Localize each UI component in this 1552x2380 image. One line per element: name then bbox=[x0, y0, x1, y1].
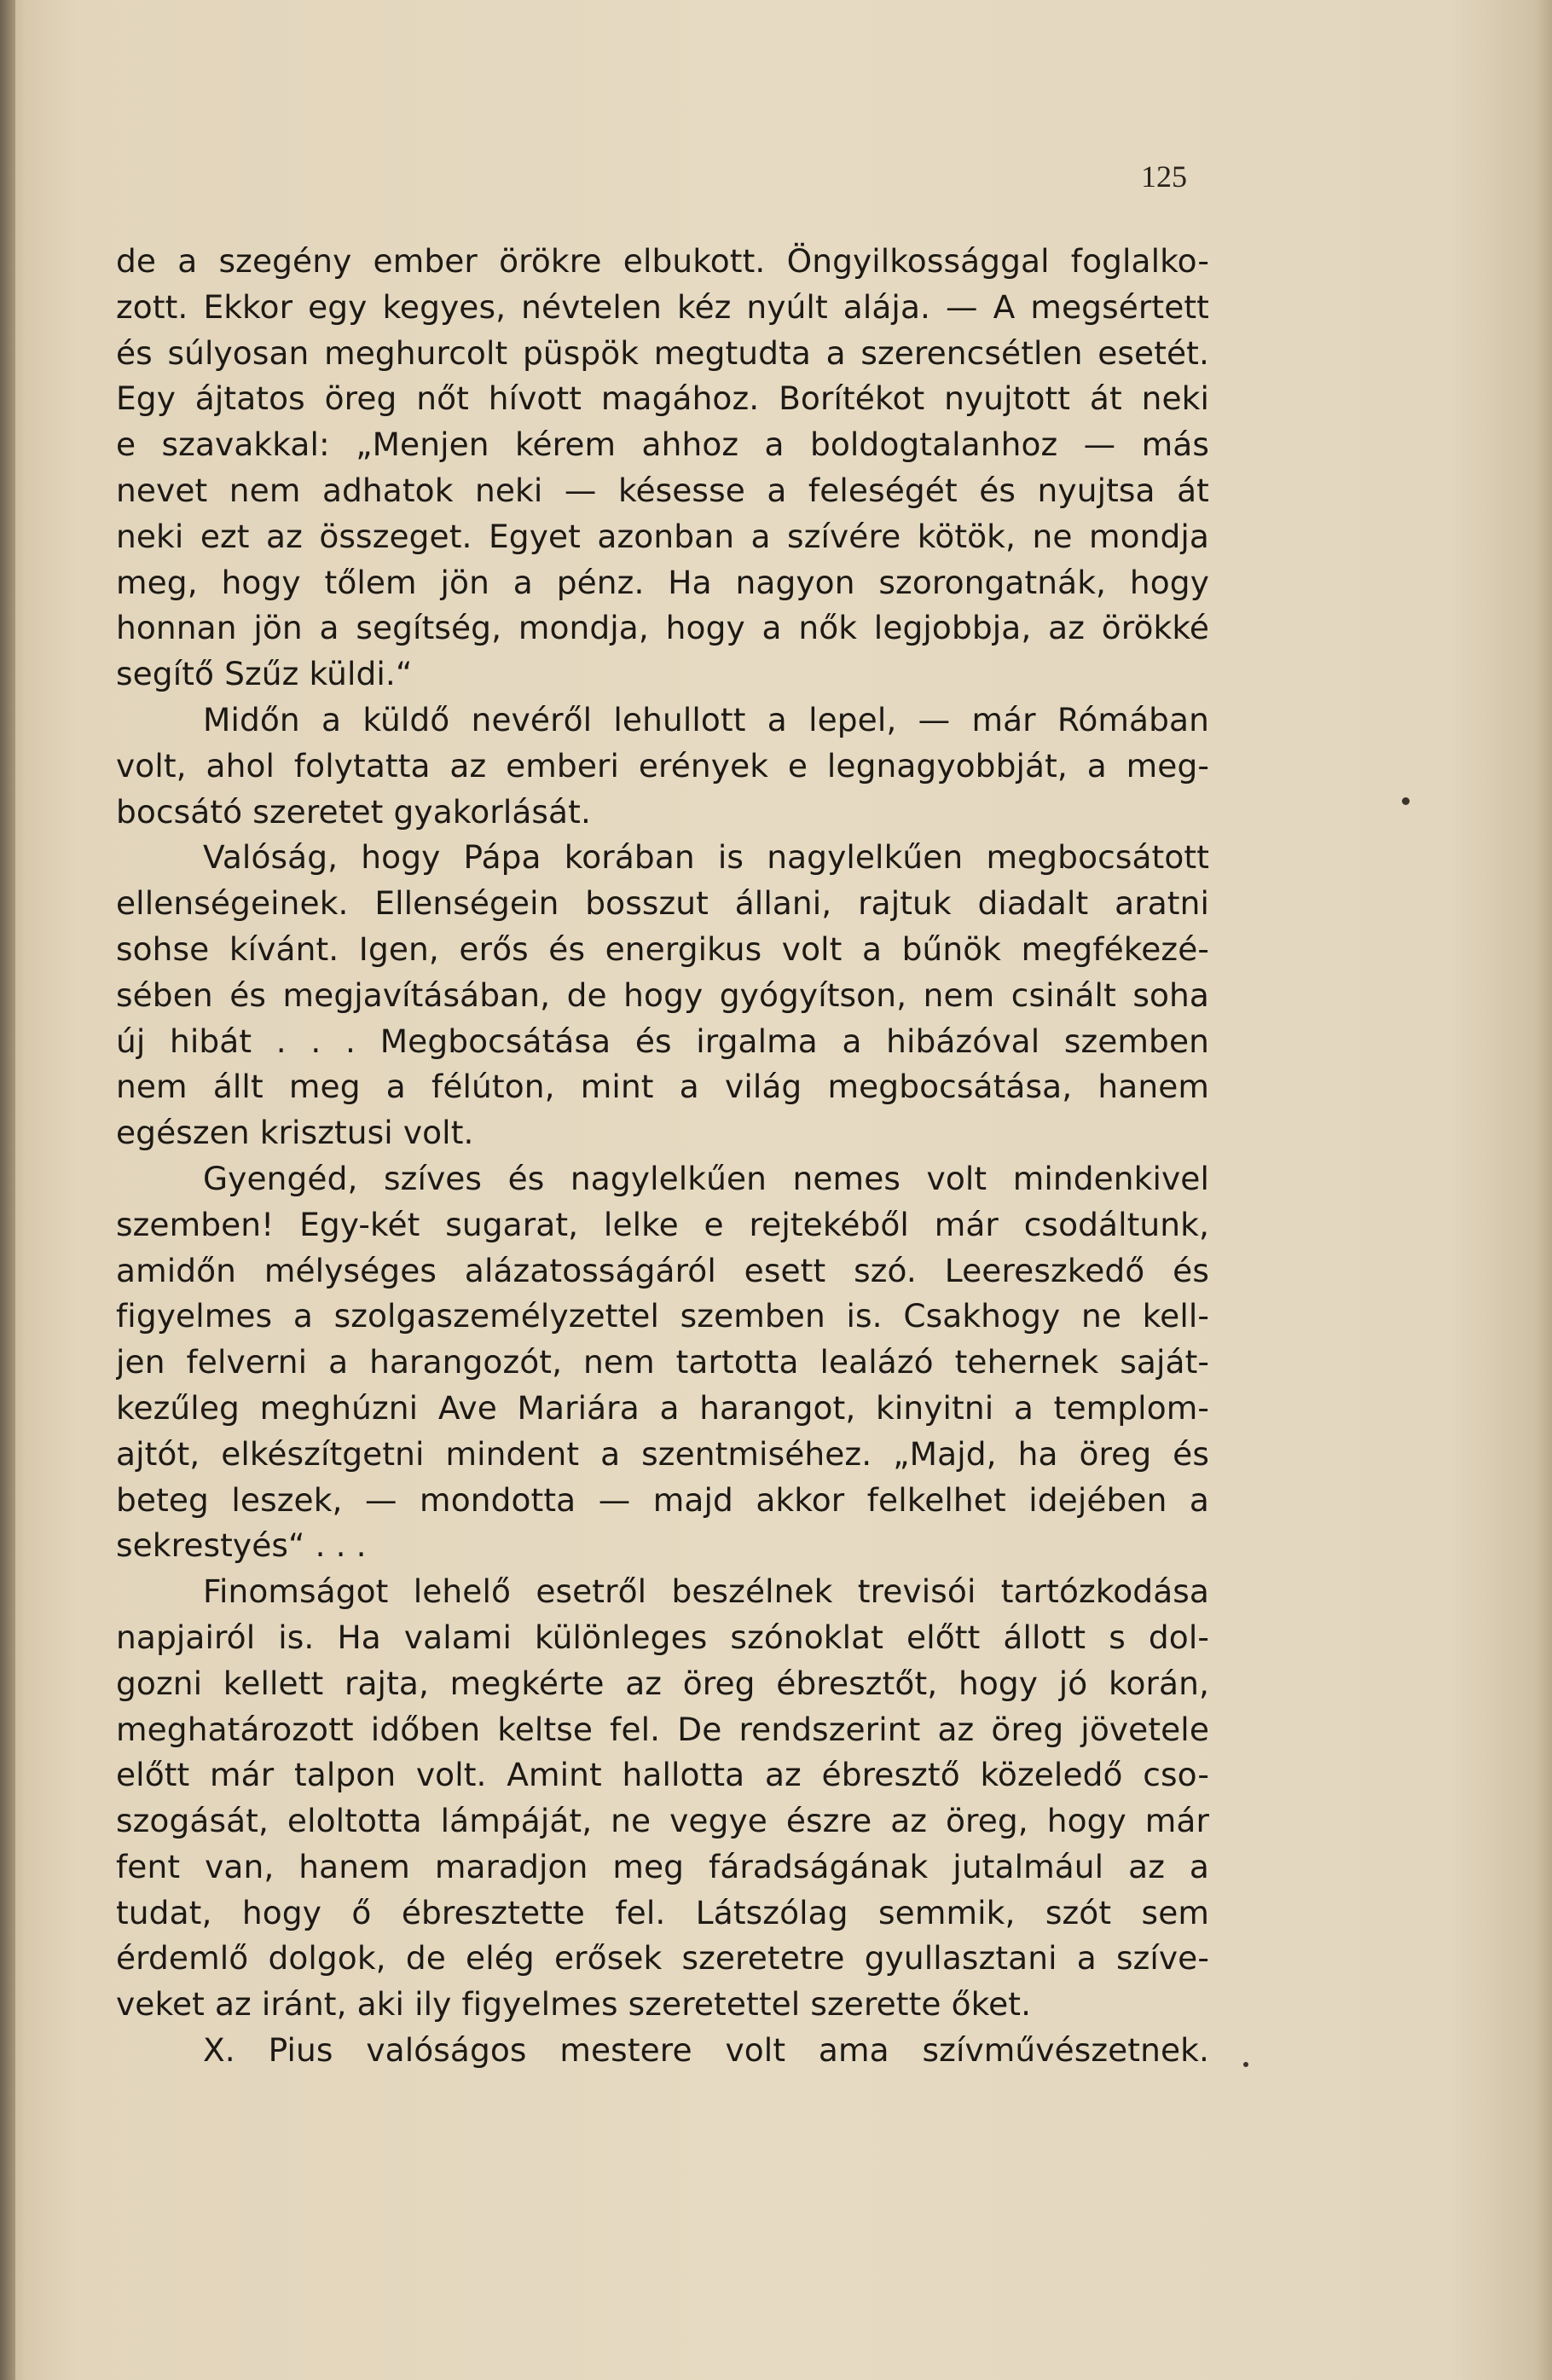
text-line: Finomságot lehelő esetről beszélnek trevisói tartózkodása bbox=[203, 1572, 1209, 1611]
text-line: nevet nem adhatok neki — késesse a feleségét és nyujtsa át bbox=[116, 471, 1209, 509]
text-line: ajtót, elkészítgetni mindent a szentmiséhez. „Majd, ha öreg és bbox=[116, 1434, 1209, 1473]
text-line: szemben! Egy-két sugarat, lelke e rejtekéből már csodáltunk, bbox=[116, 1205, 1209, 1243]
body-text bbox=[116, 239, 1209, 2074]
text-line: előtt már talpon volt. Amint hallotta az ébresztő közeledő cso- bbox=[116, 1756, 1209, 1794]
text-line: új hibát . . . Megbocsátása és irgalma a hibázóval szemben bbox=[116, 1022, 1209, 1060]
text-line: és súlyosan meghurcolt püspök megtudta a szerencsétlen esetét. bbox=[116, 333, 1209, 372]
text-line: amidőn mélységes alázatosságáról esett szó. Leereszkedő és bbox=[116, 1251, 1209, 1289]
print-speck bbox=[1402, 797, 1410, 805]
text-line: egészen krisztusi volt. bbox=[116, 1114, 474, 1152]
text-line: napjairól is. Ha valami különleges szónoklat előtt állott s dol- bbox=[116, 1618, 1209, 1656]
text-line: segítő Szűz küldi.“ bbox=[116, 655, 413, 693]
text-line: kezűleg meghúzni Ave Mariára a harangot, kinyitni a templom- bbox=[116, 1388, 1209, 1427]
text-line: honnan jön a segítség, mondja, hogy a nők legjobbja, az örökké bbox=[116, 609, 1209, 647]
text-line: de a szegény ember örökre elbukott. Öngyilkossággal foglalko- bbox=[116, 242, 1209, 280]
print-speck bbox=[1243, 2062, 1248, 2067]
text-line: meg, hogy tőlem jön a pénz. Ha nagyon szorongatnák, hogy bbox=[116, 563, 1209, 601]
text-line: tudat, hogy ő ébresztette fel. Látszólag semmik, szót sem bbox=[116, 1893, 1209, 1931]
text-line: Valóság, hogy Pápa korában is nagylelkűen megbocsátott bbox=[203, 838, 1209, 877]
text-line: X. Pius valóságos mestere volt ama szívművészetnek. bbox=[203, 2031, 1209, 2070]
text-line: figyelmes a szolgaszemélyzettel szemben is. Csakhogy ne kell- bbox=[116, 1297, 1209, 1335]
text-line: sében és megjavításában, de hogy gyógyítson, nem csinált soha bbox=[116, 976, 1209, 1014]
text-line: volt, ahol folytatta az emberi erények e legnagyobbját, a meg- bbox=[116, 746, 1209, 785]
page-gutter-shadow bbox=[0, 0, 15, 2380]
text-line: sekrestyés“ . . . bbox=[116, 1526, 367, 1565]
text-line: bocsátó szeretet gyakorlását. bbox=[116, 792, 591, 831]
text-line: meghatározott időben keltse fel. De rendszerint az öreg jövetele bbox=[116, 1710, 1209, 1748]
text-line: nem állt meg a félúton, mint a világ megbocsátása, hanem bbox=[116, 1068, 1209, 1106]
page-number: 125 bbox=[1141, 159, 1187, 194]
text-line: Gyengéd, szíves és nagylelkűen nemes volt mindenkivel bbox=[203, 1159, 1209, 1197]
text-line: fent van, hanem maradjon meg fáradságának jutalmául az a bbox=[116, 1847, 1209, 1885]
text-line: veket az iránt, aki ily figyelmes szeretettel szerette őket. bbox=[116, 1985, 1032, 2024]
text-line: sohse kívánt. Igen, erős és energikus volt a bűnök megfékezé- bbox=[116, 929, 1209, 968]
text-line: beteg leszek, — mondotta — majd akkor felkelhet idejében a bbox=[116, 1480, 1209, 1519]
text-line: Egy ájtatos öreg nőt hívott magához. Borítékot nyujtott át neki bbox=[116, 379, 1209, 418]
text-line: neki ezt az összeget. Egyet azonban a szívére kötök, ne mondja bbox=[116, 517, 1209, 555]
text-line: zott. Ekkor egy kegyes, névtelen kéz nyúlt alája. — A megsértett bbox=[116, 287, 1209, 326]
text-line: e szavakkal: „Menjen kérem ahhoz a boldogtalanhoz — más bbox=[116, 426, 1209, 464]
text-line: érdemlő dolgok, de elég erősek szeretetre gyullasztani a szíve- bbox=[116, 1939, 1209, 1978]
text-line: jen felverni a harangozót, nem tartotta lealázó tehernek saját- bbox=[116, 1343, 1209, 1381]
text-line: ellenségeinek. Ellenségein bosszut állani, rajtuk diadalt aratni bbox=[116, 884, 1209, 923]
text-line: szogását, eloltotta lámpáját, ne vegye észre az öreg, hogy már bbox=[116, 1802, 1209, 1840]
text-line: Midőn a küldő nevéről lehullott a lepel, — már Rómában bbox=[203, 700, 1209, 738]
text-line: gozni kellett rajta, megkérte az öreg ébresztőt, hogy jó korán, bbox=[116, 1664, 1209, 1702]
